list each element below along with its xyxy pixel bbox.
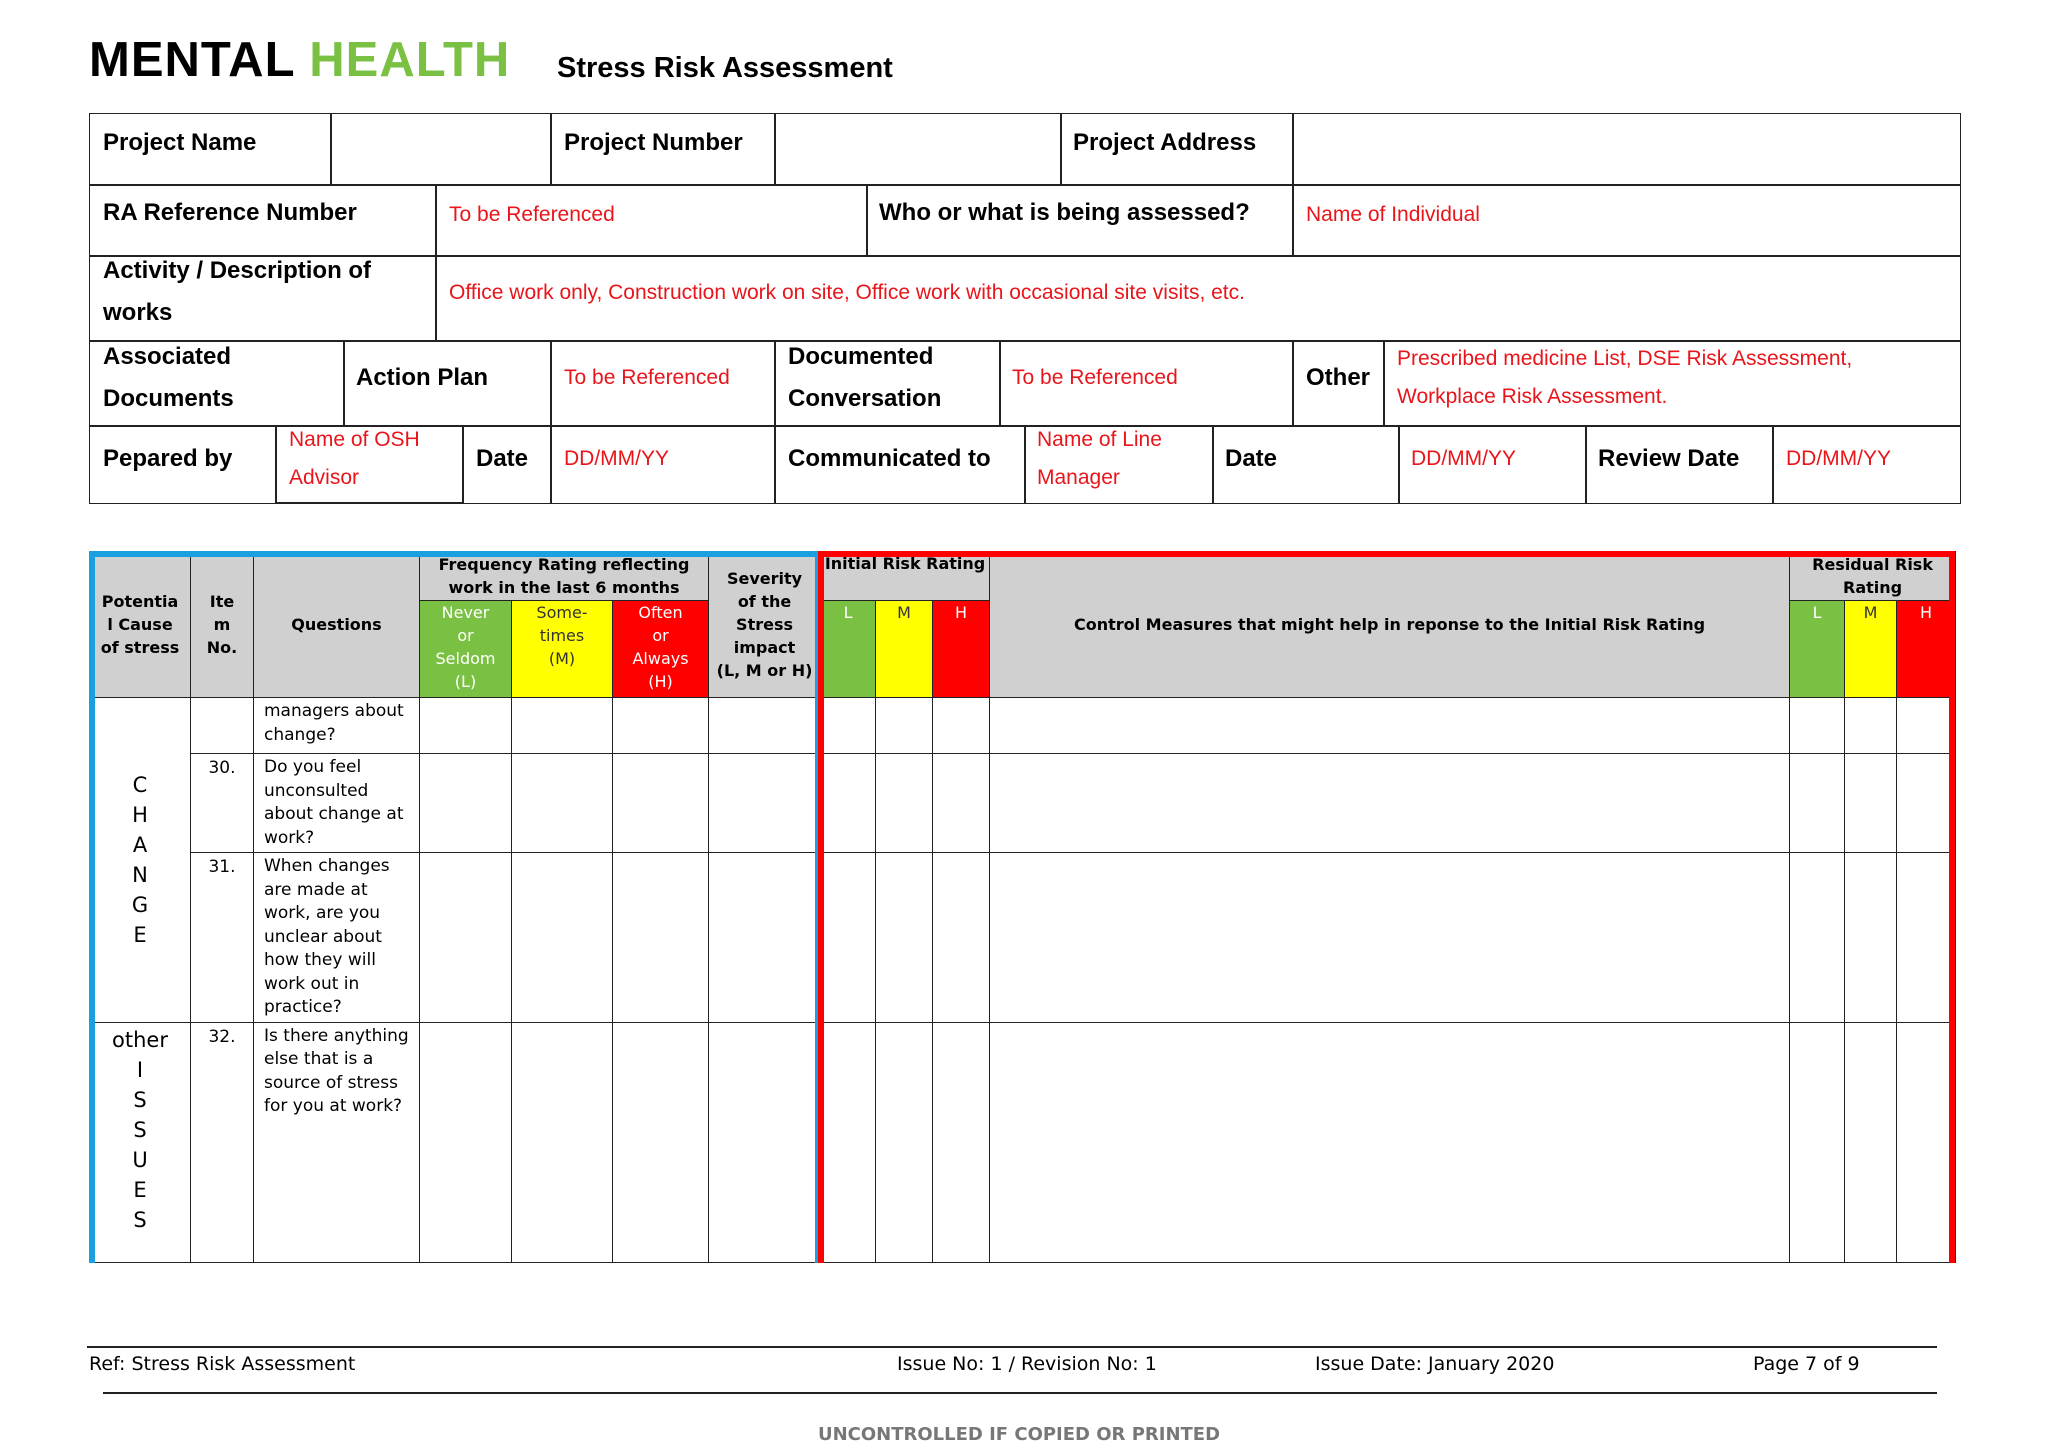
residual-l-cell[interactable] <box>1790 698 1845 754</box>
divider <box>1383 340 1385 425</box>
question-text: about change at <box>264 804 404 825</box>
header-text: work in the last 6 months <box>448 578 680 598</box>
question-text: work, are you <box>264 903 381 924</box>
severity-cell[interactable] <box>709 1022 821 1262</box>
question-cell <box>254 1022 420 1262</box>
freq-sometimes-cell[interactable] <box>512 698 613 754</box>
divider <box>89 184 1961 186</box>
header-text: Rating <box>1843 578 1903 598</box>
header-text: or <box>652 626 669 646</box>
cause-letter: S <box>133 1087 147 1112</box>
header-cause <box>90 552 191 698</box>
freq-sometimes-cell[interactable] <box>512 754 613 853</box>
cause-letter: N <box>132 862 148 887</box>
freq-often-header <box>613 601 709 698</box>
review-date-value[interactable]: DD/MM/YY <box>1786 447 1891 470</box>
divider <box>999 340 1001 425</box>
documented-conversation-label: Documented <box>788 343 934 370</box>
header-text: or <box>457 626 474 646</box>
header-text: (L) <box>454 672 477 692</box>
footer-divider <box>87 1346 1937 1348</box>
divider <box>330 113 332 184</box>
cause-letter: E <box>133 1177 147 1202</box>
cause-letter: I <box>136 1057 144 1082</box>
freq-never-cell[interactable] <box>420 853 512 1023</box>
initial-l-cell[interactable] <box>821 754 876 853</box>
project-name-label: Project Name <box>103 129 257 156</box>
initial-m-cell[interactable] <box>876 698 933 754</box>
residual-l-cell[interactable] <box>1790 1022 1845 1262</box>
footer-divider <box>103 1392 1937 1394</box>
date-label: Date <box>476 445 529 472</box>
freq-often-cell[interactable] <box>613 853 709 1023</box>
title-health: HEALTH <box>309 33 511 87</box>
question-cell <box>254 853 420 1023</box>
review-date-label: Review Date <box>1598 445 1740 472</box>
initial-m-header: M <box>876 601 933 698</box>
action-plan-label: Action Plan <box>356 364 489 391</box>
header-text: No. <box>206 638 238 658</box>
assessed-value[interactable]: Name of Individual <box>1306 203 1480 226</box>
divider <box>343 340 345 425</box>
freq-often-cell[interactable] <box>613 754 709 853</box>
cause-letter: A <box>132 832 148 857</box>
table-row <box>90 698 1956 754</box>
table-row <box>90 853 1956 1023</box>
header-text: (M) <box>548 649 576 669</box>
question-text: for you at work? <box>264 1096 403 1117</box>
question-text: how they will <box>264 950 376 971</box>
question-text: unconsulted <box>264 780 369 801</box>
residual-l-cell[interactable] <box>1790 754 1845 853</box>
control-measures-cell[interactable] <box>990 698 1790 754</box>
header-initial-risk: Initial Risk Rating <box>821 552 990 601</box>
divider <box>275 425 277 504</box>
residual-h-header: H <box>1897 601 1956 698</box>
severity-cell[interactable] <box>709 754 821 853</box>
cause-change <box>90 698 191 1023</box>
header-text: Potentia <box>101 592 179 612</box>
question-text: Do you feel <box>264 757 362 778</box>
cause-letter: E <box>133 922 147 947</box>
residual-m-cell[interactable] <box>1845 1022 1897 1262</box>
residual-l-cell[interactable] <box>1790 853 1845 1023</box>
severity-cell[interactable] <box>709 853 821 1023</box>
freq-often-cell[interactable] <box>613 1022 709 1262</box>
initial-h-cell[interactable] <box>933 698 990 754</box>
project-number-label: Project Number <box>564 129 743 156</box>
uncontrolled-notice: UNCONTROLLED IF COPIED OR PRINTED <box>817 1424 1221 1445</box>
header-frequency <box>420 552 709 601</box>
header-text: impact <box>733 638 796 658</box>
freq-sometimes-cell[interactable] <box>512 1022 613 1262</box>
cause-letter: S <box>133 1117 147 1142</box>
question-cell <box>254 754 420 853</box>
header-control-measures: Control Measures that might help in reponse to the Initial Risk Rating <box>990 552 1790 698</box>
header-text: Severity <box>726 569 803 589</box>
freq-sometimes-header <box>512 601 613 698</box>
initial-m-cell[interactable] <box>876 853 933 1023</box>
question-text: practice? <box>264 997 342 1018</box>
header-text: Stress <box>736 615 794 635</box>
other-value-cont[interactable]: Workplace Risk Assessment. <box>1397 385 1668 408</box>
page-title <box>89 32 510 88</box>
date-value[interactable]: DD/MM/YY <box>564 447 669 470</box>
divider <box>774 340 776 504</box>
cause-letter: C <box>132 772 148 797</box>
header-text: of stress <box>100 638 180 658</box>
divider <box>1585 425 1587 504</box>
question-cell <box>254 698 420 754</box>
divider <box>1292 340 1294 425</box>
initial-m-cell[interactable] <box>876 1022 933 1262</box>
header-text: l Cause <box>107 615 173 635</box>
divider <box>1212 425 1214 504</box>
divider <box>1398 425 1400 504</box>
assessed-label: Who or what is being assessed? <box>879 199 1250 226</box>
header-residual-risk <box>1790 552 1956 601</box>
question-text: work? <box>264 827 315 848</box>
header-text: of the <box>737 592 792 612</box>
prepared-by-value[interactable]: Name of OSH <box>289 428 420 451</box>
initial-l-cell[interactable] <box>821 853 876 1023</box>
severity-cell[interactable] <box>709 698 821 754</box>
header-text: (L, M or H) <box>716 661 813 681</box>
header-text: m <box>213 615 231 635</box>
freq-never-cell[interactable] <box>420 1022 512 1262</box>
initial-l-cell[interactable] <box>821 1022 876 1262</box>
divider <box>275 502 462 504</box>
residual-h-cell[interactable] <box>1897 698 1956 754</box>
header-text: Ite <box>209 592 235 612</box>
page-subtitle: Stress Risk Assessment <box>557 52 893 84</box>
header-text: Never <box>441 603 490 623</box>
header-questions: Questions <box>254 552 420 698</box>
control-measures-cell[interactable] <box>990 1022 1790 1262</box>
activity-value[interactable]: Office work only, Construction work on site, Office work with occasional site visits, etc. <box>449 281 1245 304</box>
footer-ref: Ref: Stress Risk Assessment <box>89 1353 356 1375</box>
initial-h-cell[interactable] <box>933 1022 990 1262</box>
header-text: Always <box>632 649 689 669</box>
control-measures-cell[interactable] <box>990 853 1790 1023</box>
prepared-by-value-cont[interactable]: Advisor <box>289 466 360 489</box>
initial-l-header: L <box>821 601 876 698</box>
control-measures-cell[interactable] <box>990 754 1790 853</box>
header-text: (H) <box>648 672 673 692</box>
cause-letter: U <box>132 1147 148 1172</box>
initial-h-header: H <box>933 601 990 698</box>
activity-label-cont: works <box>103 299 173 326</box>
date-label-2: Date <box>1225 445 1278 472</box>
cause-letter: S <box>133 1207 147 1232</box>
divider <box>1292 113 1294 184</box>
header-text: times <box>539 626 585 646</box>
freq-never-header <box>420 601 512 698</box>
divider <box>1024 425 1026 504</box>
item-number: 30. <box>191 754 254 853</box>
divider <box>550 113 552 184</box>
residual-m-header: M <box>1845 601 1897 698</box>
cause-letter: G <box>131 892 149 917</box>
initial-h-cell[interactable] <box>933 754 990 853</box>
header-item-no <box>191 552 254 698</box>
question-text: unclear about <box>264 926 382 947</box>
divider <box>866 184 868 255</box>
residual-l-header: L <box>1790 601 1845 698</box>
item-number: 31. <box>191 853 254 1023</box>
other-label: Other <box>1306 364 1371 391</box>
assessment-table <box>89 551 1955 1263</box>
divider <box>1772 425 1774 504</box>
activity-label: Activity / Description of <box>103 257 372 284</box>
header-severity <box>709 552 821 698</box>
cause-letter: other <box>112 1027 168 1052</box>
question-text: else that is a <box>264 1049 374 1070</box>
communicated-to-value[interactable]: Name of Line <box>1037 428 1162 451</box>
footer-issue-date: Issue Date: January 2020 <box>1315 1353 1555 1375</box>
footer-page-number: Page 7 of 9 <box>1753 1353 1860 1375</box>
residual-m-cell[interactable] <box>1845 754 1897 853</box>
documented-conversation-value[interactable]: To be Referenced <box>1012 366 1178 389</box>
initial-m-cell[interactable] <box>876 754 933 853</box>
other-value[interactable]: Prescribed medicine List, DSE Risk Assessment, <box>1397 347 1853 370</box>
divider <box>435 184 437 340</box>
question-text: work out in <box>264 973 360 994</box>
divider <box>550 340 552 504</box>
divider <box>1292 184 1294 255</box>
question-text: are made at <box>264 879 368 900</box>
residual-h-cell[interactable] <box>1897 853 1956 1023</box>
prepared-by-label: Pepared by <box>103 445 233 472</box>
cause-other-issues <box>90 1022 191 1262</box>
date-value-2[interactable]: DD/MM/YY <box>1411 447 1516 470</box>
freq-never-cell[interactable] <box>420 754 512 853</box>
freq-sometimes-cell[interactable] <box>512 853 613 1023</box>
table-row <box>90 1022 1956 1262</box>
cause-letter: H <box>132 802 148 827</box>
table-row <box>90 754 1956 853</box>
residual-m-cell[interactable] <box>1845 698 1897 754</box>
question-text: source of stress <box>264 1072 398 1093</box>
header-text: Often <box>638 603 683 623</box>
title-mental: MENTAL <box>89 33 295 87</box>
question-text: Is there anything <box>264 1025 409 1046</box>
initial-l-cell[interactable] <box>821 698 876 754</box>
initial-h-cell[interactable] <box>933 853 990 1023</box>
question-text: change? <box>264 724 336 745</box>
residual-m-cell[interactable] <box>1845 853 1897 1023</box>
communicated-to-value-cont[interactable]: Manager <box>1037 466 1120 489</box>
header-text: Some- <box>536 603 588 623</box>
header-text: Seldom <box>435 649 496 669</box>
associated-documents-label-cont: Documents <box>103 385 234 412</box>
divider <box>462 425 464 504</box>
divider <box>1060 113 1062 184</box>
header-text: Residual Risk <box>1812 555 1933 575</box>
item-number <box>191 698 254 754</box>
question-text: managers about <box>264 701 404 722</box>
residual-h-cell[interactable] <box>1897 1022 1956 1262</box>
header-text: Frequency Rating reflecting <box>438 555 690 575</box>
ra-reference-value[interactable]: To be Referenced <box>449 203 615 226</box>
freq-never-cell[interactable] <box>420 698 512 754</box>
documented-conversation-label-cont: Conversation <box>788 385 942 412</box>
footer-issue: Issue No: 1 / Revision No: 1 <box>897 1353 1157 1375</box>
divider <box>774 113 776 184</box>
action-plan-value[interactable]: To be Referenced <box>564 366 730 389</box>
residual-h-cell[interactable] <box>1897 754 1956 853</box>
project-address-label: Project Address <box>1073 129 1257 156</box>
communicated-to-label: Communicated to <box>788 445 991 472</box>
associated-documents-label: Associated <box>103 343 232 370</box>
question-text: When changes <box>264 856 390 877</box>
item-number: 32. <box>191 1022 254 1262</box>
ra-reference-label: RA Reference Number <box>103 199 357 226</box>
freq-often-cell[interactable] <box>613 698 709 754</box>
